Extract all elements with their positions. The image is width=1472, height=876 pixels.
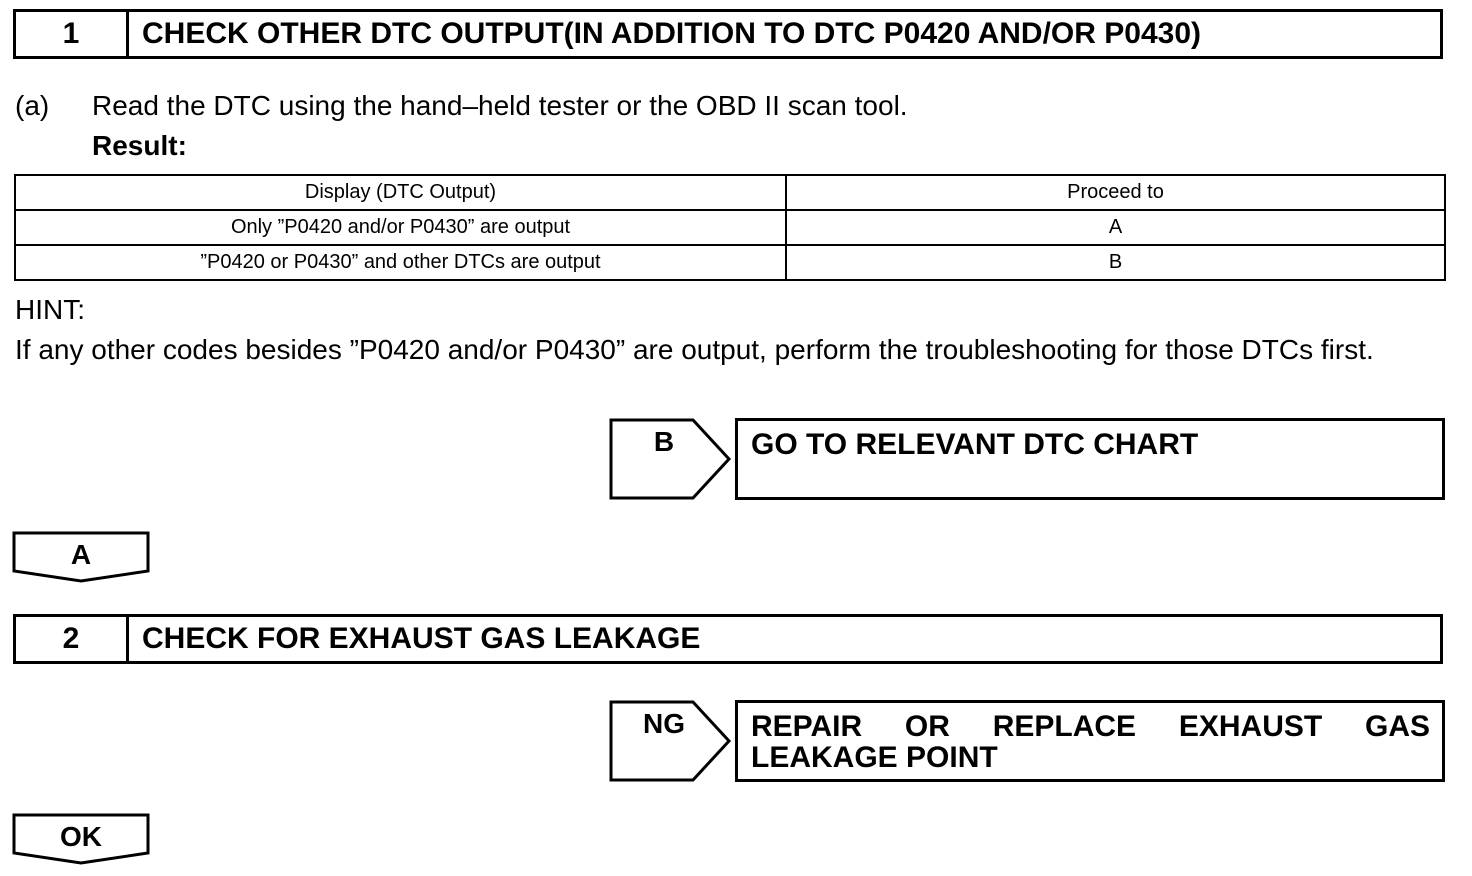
instruction-marker: (a)	[15, 90, 50, 121]
flow-a-label: A	[70, 539, 92, 570]
table-header-proceed: Proceed to	[786, 175, 1445, 210]
branch-b-action: GO TO RELEVANT DTC CHART	[751, 428, 1199, 461]
step-1-number: 1	[16, 12, 129, 56]
table-cell: ”P0420 or P0430” and other DTCs are output	[15, 245, 786, 280]
flow-a-arrow	[12, 531, 150, 583]
step-2-title: CHECK FOR EXHAUST GAS LEAKAGE	[142, 622, 701, 655]
result-label: Result:	[92, 130, 187, 161]
hint-text: If any other codes besides ”P0420 and/or P0430” are output, perform the troubleshooting for those DTCs first.	[15, 334, 1374, 365]
flow-ok-arrow	[12, 813, 150, 865]
step-1-title: CHECK OTHER DTC OUTPUT(IN ADDITION TO DTC P0420 AND/OR P0430)	[142, 17, 1202, 50]
hint-label: HINT:	[15, 294, 85, 325]
step-2-header	[13, 614, 1443, 664]
table-cell: A	[786, 210, 1445, 245]
step-1-header	[13, 9, 1443, 59]
result-table	[14, 174, 1446, 281]
branch-b-action-box	[735, 418, 1445, 500]
table-row	[15, 210, 1445, 245]
branch-ng-label: NG	[643, 708, 685, 739]
table-header-display: Display (DTC Output)	[15, 175, 786, 210]
branch-b-pointer	[609, 418, 733, 500]
table-cell: B	[786, 245, 1445, 280]
step-2-number: 2	[16, 617, 129, 661]
table-row	[15, 245, 1445, 280]
branch-b-label: B	[653, 426, 675, 457]
table-cell: Only ”P0420 and/or P0430” are output	[15, 210, 786, 245]
table-header-row	[15, 175, 1445, 210]
branch-ng-pointer	[609, 700, 733, 782]
branch-ng-action: REPAIR OR REPLACE EXHAUST GAS LEAKAGE POINT	[751, 710, 1430, 774]
branch-ng-action-box	[735, 700, 1445, 782]
flow-ok-label: OK	[60, 821, 102, 852]
instruction-text: Read the DTC using the hand–held tester or the OBD II scan tool.	[92, 90, 908, 121]
